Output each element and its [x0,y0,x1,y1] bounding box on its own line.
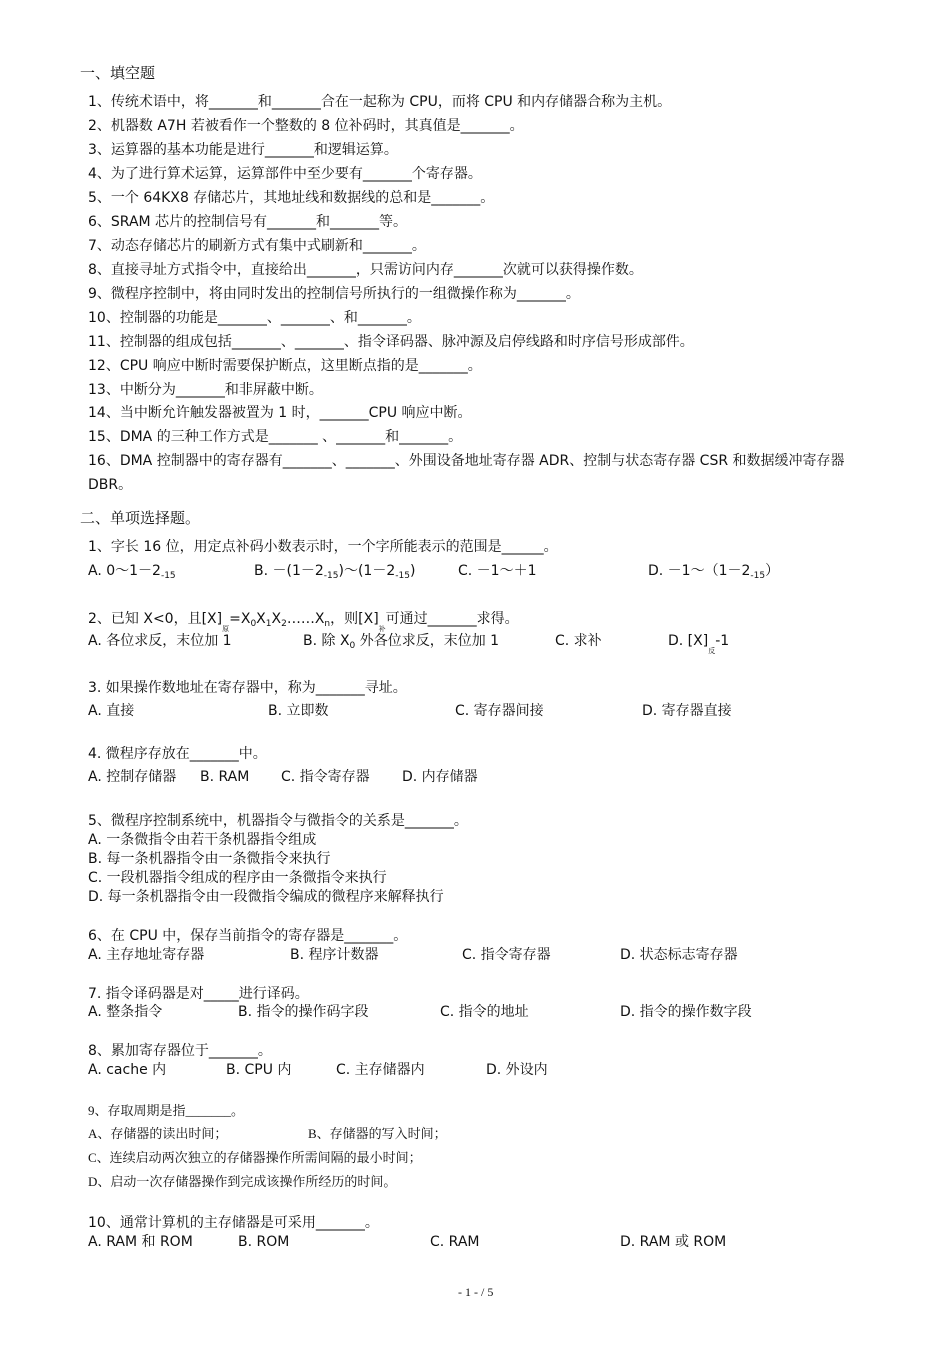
text-segment: 8、累加寄存器位于_______。 [88,1043,272,1059]
option-c [458,562,537,580]
text-segment: ） [765,563,780,579]
text-segment: A. 一条微指令由若干条机器指令组成 [88,832,317,848]
option-a [88,632,232,650]
option-b [303,632,499,655]
option-c [88,1149,422,1167]
text-segment: 7. 指令译码器是对_____进行译码。 [88,986,309,1002]
text-segment: ……X [286,611,325,627]
fill-blank-question: 6、SRAM 芯片的控制信号有_______和_______等。 [88,214,408,230]
fill-blank-question: 2、机器数 A7H 若被看作一个整数的 8 位补码时，其真值是_______。 [88,118,524,134]
text-segment: D. RAM 或 ROM [620,1234,727,1250]
option-d [620,1233,726,1251]
fill-blank-question: 12、CPU 响应中断时需要保护断点，这里断点指的是_______。 [88,358,482,374]
text-segment: 3. 如果操作数地址在寄存器中，称为_______寻址。 [88,680,407,696]
text-segment: D. 外设内 [486,1062,548,1078]
option-a [88,831,316,849]
subscript: n [324,619,331,629]
option-a [88,1233,193,1251]
text-segment: A. 0～1－2 [88,563,161,579]
text-segment: A. 整条指令 [88,1004,163,1020]
text-segment: C. 指令寄存器 [281,769,370,785]
subscript: 反 [708,647,716,655]
text-segment: 4. 微程序存放在_______中。 [88,746,267,762]
text-segment: )～(1－2 [338,563,396,579]
fill-blank-question: 4、为了进行算术运算，运算部件中至少要有_______个寄存器。 [88,166,482,182]
option-d [402,768,478,786]
option-b [226,1061,291,1079]
text-segment: D. 状态标志寄存器 [620,947,738,963]
text-segment: C、连续启动两次独立的存储器操作所需间隔的最小时间； [88,1150,422,1165]
option-c [555,632,602,650]
option-a [88,702,134,720]
option-b [268,702,329,720]
option-d [88,888,444,906]
text-segment: ) [409,563,416,579]
text-segment: A. 控制存储器 [88,769,177,785]
fill-blank-question: 9、微程序控制中，将由同时发出的控制信号所执行的一组微操作称为_______。 [88,286,580,302]
text-segment: A. 直接 [88,703,135,719]
option-b [200,768,249,786]
fill-blank-question: 14、当中断允许触发器被置为 1 时，_______CPU 响应中断。 [88,405,472,421]
option-c [336,1061,425,1079]
fill-blank-question: 8、直接寻址方式指令中，直接给出_______，只需访问内存_______次就可以获得操作数。 [88,262,643,278]
choice-question-6 [88,927,407,945]
option-c [430,1233,480,1251]
text-segment: 10、通常计算机的主存储器是可采用_______。 [88,1215,379,1231]
option-a [88,768,176,786]
option-c [88,869,387,887]
subscript: -15 [750,571,766,581]
page-number: - 1 - / 5 [458,1285,494,1299]
subscript: 2 [281,619,287,629]
text-segment: 可通过_______求得。 [385,611,519,627]
text-segment: D. [X] [668,633,709,649]
text-segment: B. 立即数 [268,703,329,719]
option-b [254,562,415,585]
text-segment: X [271,611,282,627]
text-segment: B. ROM [238,1234,290,1250]
fill-blank-question: 5、一个 64KX8 存储芯片，其地址线和数据线的总和是_______。 [88,190,495,206]
section-2-heading: 二、单项选择题。 [80,509,201,527]
subscript: 0 [349,641,356,651]
text-segment: -1 [715,633,730,649]
fill-blank-question: 10、控制器的功能是_______、_______、和_______。 [88,310,421,326]
text-segment: C. RAM [430,1234,480,1250]
text-segment: C. 寄存器间接 [455,703,544,719]
fill-blank-question: DBR。 [88,477,133,493]
text-segment: C. 主存储器内 [336,1062,425,1078]
subscript: -15 [323,571,339,581]
text-segment: =X [229,611,251,627]
option-d [642,702,732,720]
text-segment: C. 一段机器指令组成的程序由一条微指令来执行 [88,870,387,886]
subscript: 1 [265,619,272,629]
text-segment: X [256,611,266,627]
text-segment: A. 主存地址寄存器 [88,947,205,963]
text-segment: D. 每一条机器指令由一段微指令编成的微程序来解释执行 [88,889,444,905]
option-c [462,946,551,964]
text-segment: B. 每一条机器指令由一条微指令来执行 [88,851,331,867]
subscript: -15 [395,571,410,581]
text-segment: 6、在 CPU 中，保存当前指令的寄存器是_______。 [88,928,408,944]
text-segment: 9、存取周期是指_______。 [88,1103,245,1118]
fill-blank-question: 3、运算器的基本功能是进行_______和逻辑运算。 [88,142,398,158]
text-segment: D. 寄存器直接 [642,703,732,719]
choice-question-9 [88,1102,244,1120]
subscript: 原 [222,625,230,633]
subscript: 补 [378,625,386,633]
option-b [88,850,331,868]
section-1-heading: 一、填空题 [80,64,156,82]
text-segment: A. cache 内 [88,1062,167,1078]
choice-question-3 [88,679,407,697]
option-c [440,1003,529,1021]
option-d [668,632,729,660]
option-b [290,946,379,964]
text-segment: ，则[X] [330,611,379,627]
text-segment: C. 指令的地址 [440,1004,529,1020]
text-segment: 外各位求反，末位加 1 [355,633,500,649]
choice-question-5 [88,812,468,830]
fill-blank-question: 11、控制器的组成包括_______、_______、指令译码器、脉冲源及启停线路和时序信号形成部件。 [88,334,694,350]
text-segment: C. 求补 [555,633,602,649]
choice-question-4 [88,745,267,763]
option-b [308,1125,447,1143]
text-segment: B. 除 X [303,633,350,649]
text-segment: 1、字长 16 位，用定点补码小数表示时，一个字所能表示的范围是______。 [88,539,558,555]
text-segment: A. 各位求反，末位加 1 [88,633,232,649]
text-segment: B、存储器的写入时间； [308,1126,447,1141]
option-d [620,946,738,964]
text-segment: D、启动一次存储器操作到完成该操作所经历的时间。 [88,1174,397,1189]
option-b [238,1233,289,1251]
option-a [88,1125,227,1143]
text-segment: B. RAM [200,769,250,785]
text-segment: C. －1～＋1 [458,563,537,579]
option-a [88,1061,166,1079]
subscript: -15 [160,571,176,581]
option-c [455,702,544,720]
fill-blank-question: 1、传统术语中，将_______和_______合在一起称为 CPU，而将 CPU 和内存储器合称为主机。 [88,94,672,110]
text-segment: D. 内存储器 [402,769,478,785]
text-segment: D. 指令的操作数字段 [620,1004,752,1020]
text-segment: B. 指令的操作码字段 [238,1004,369,1020]
choice-question-7 [88,985,309,1003]
fill-blank-question: 13、中断分为_______和非屏蔽中断。 [88,382,323,398]
text-segment: 2、已知 X<0，且[X] [88,611,223,627]
text-segment: A、存储器的读出时间； [88,1126,228,1141]
option-d [88,1173,396,1191]
option-d [486,1061,548,1079]
text-segment: B. －(1－2 [254,563,324,579]
option-a [88,562,176,585]
option-a [88,946,204,964]
text-segment: 5、微程序控制系统中，机器指令与微指令的关系是_______。 [88,813,468,829]
text-segment: D. －1～（1－2 [648,563,751,579]
subscript: 0 [250,619,257,629]
fill-blank-question: 7、动态存储芯片的刷新方式有集中式刷新和_______。 [88,238,426,254]
choice-question-10 [88,1214,379,1232]
option-b [238,1003,369,1021]
option-a [88,1003,162,1021]
text-segment: B. CPU 内 [226,1062,292,1078]
choice-question-1 [88,538,558,556]
fill-blank-question: 16、DMA 控制器中的寄存器有_______、_______、外围设备地址寄存器 ADR、控制与状态寄存器 CSR 和数据缓冲寄存器 [88,453,845,469]
option-d [648,562,779,585]
fill-blank-question: 15、DMA 的三种工作方式是_______ 、_______和_______。 [88,429,463,445]
choice-question-8 [88,1042,272,1060]
text-segment: B. 程序计数器 [290,947,379,963]
option-c [281,768,370,786]
option-d [620,1003,752,1021]
text-segment: A. RAM 和 ROM [88,1234,193,1250]
text-segment: C. 指令寄存器 [462,947,551,963]
